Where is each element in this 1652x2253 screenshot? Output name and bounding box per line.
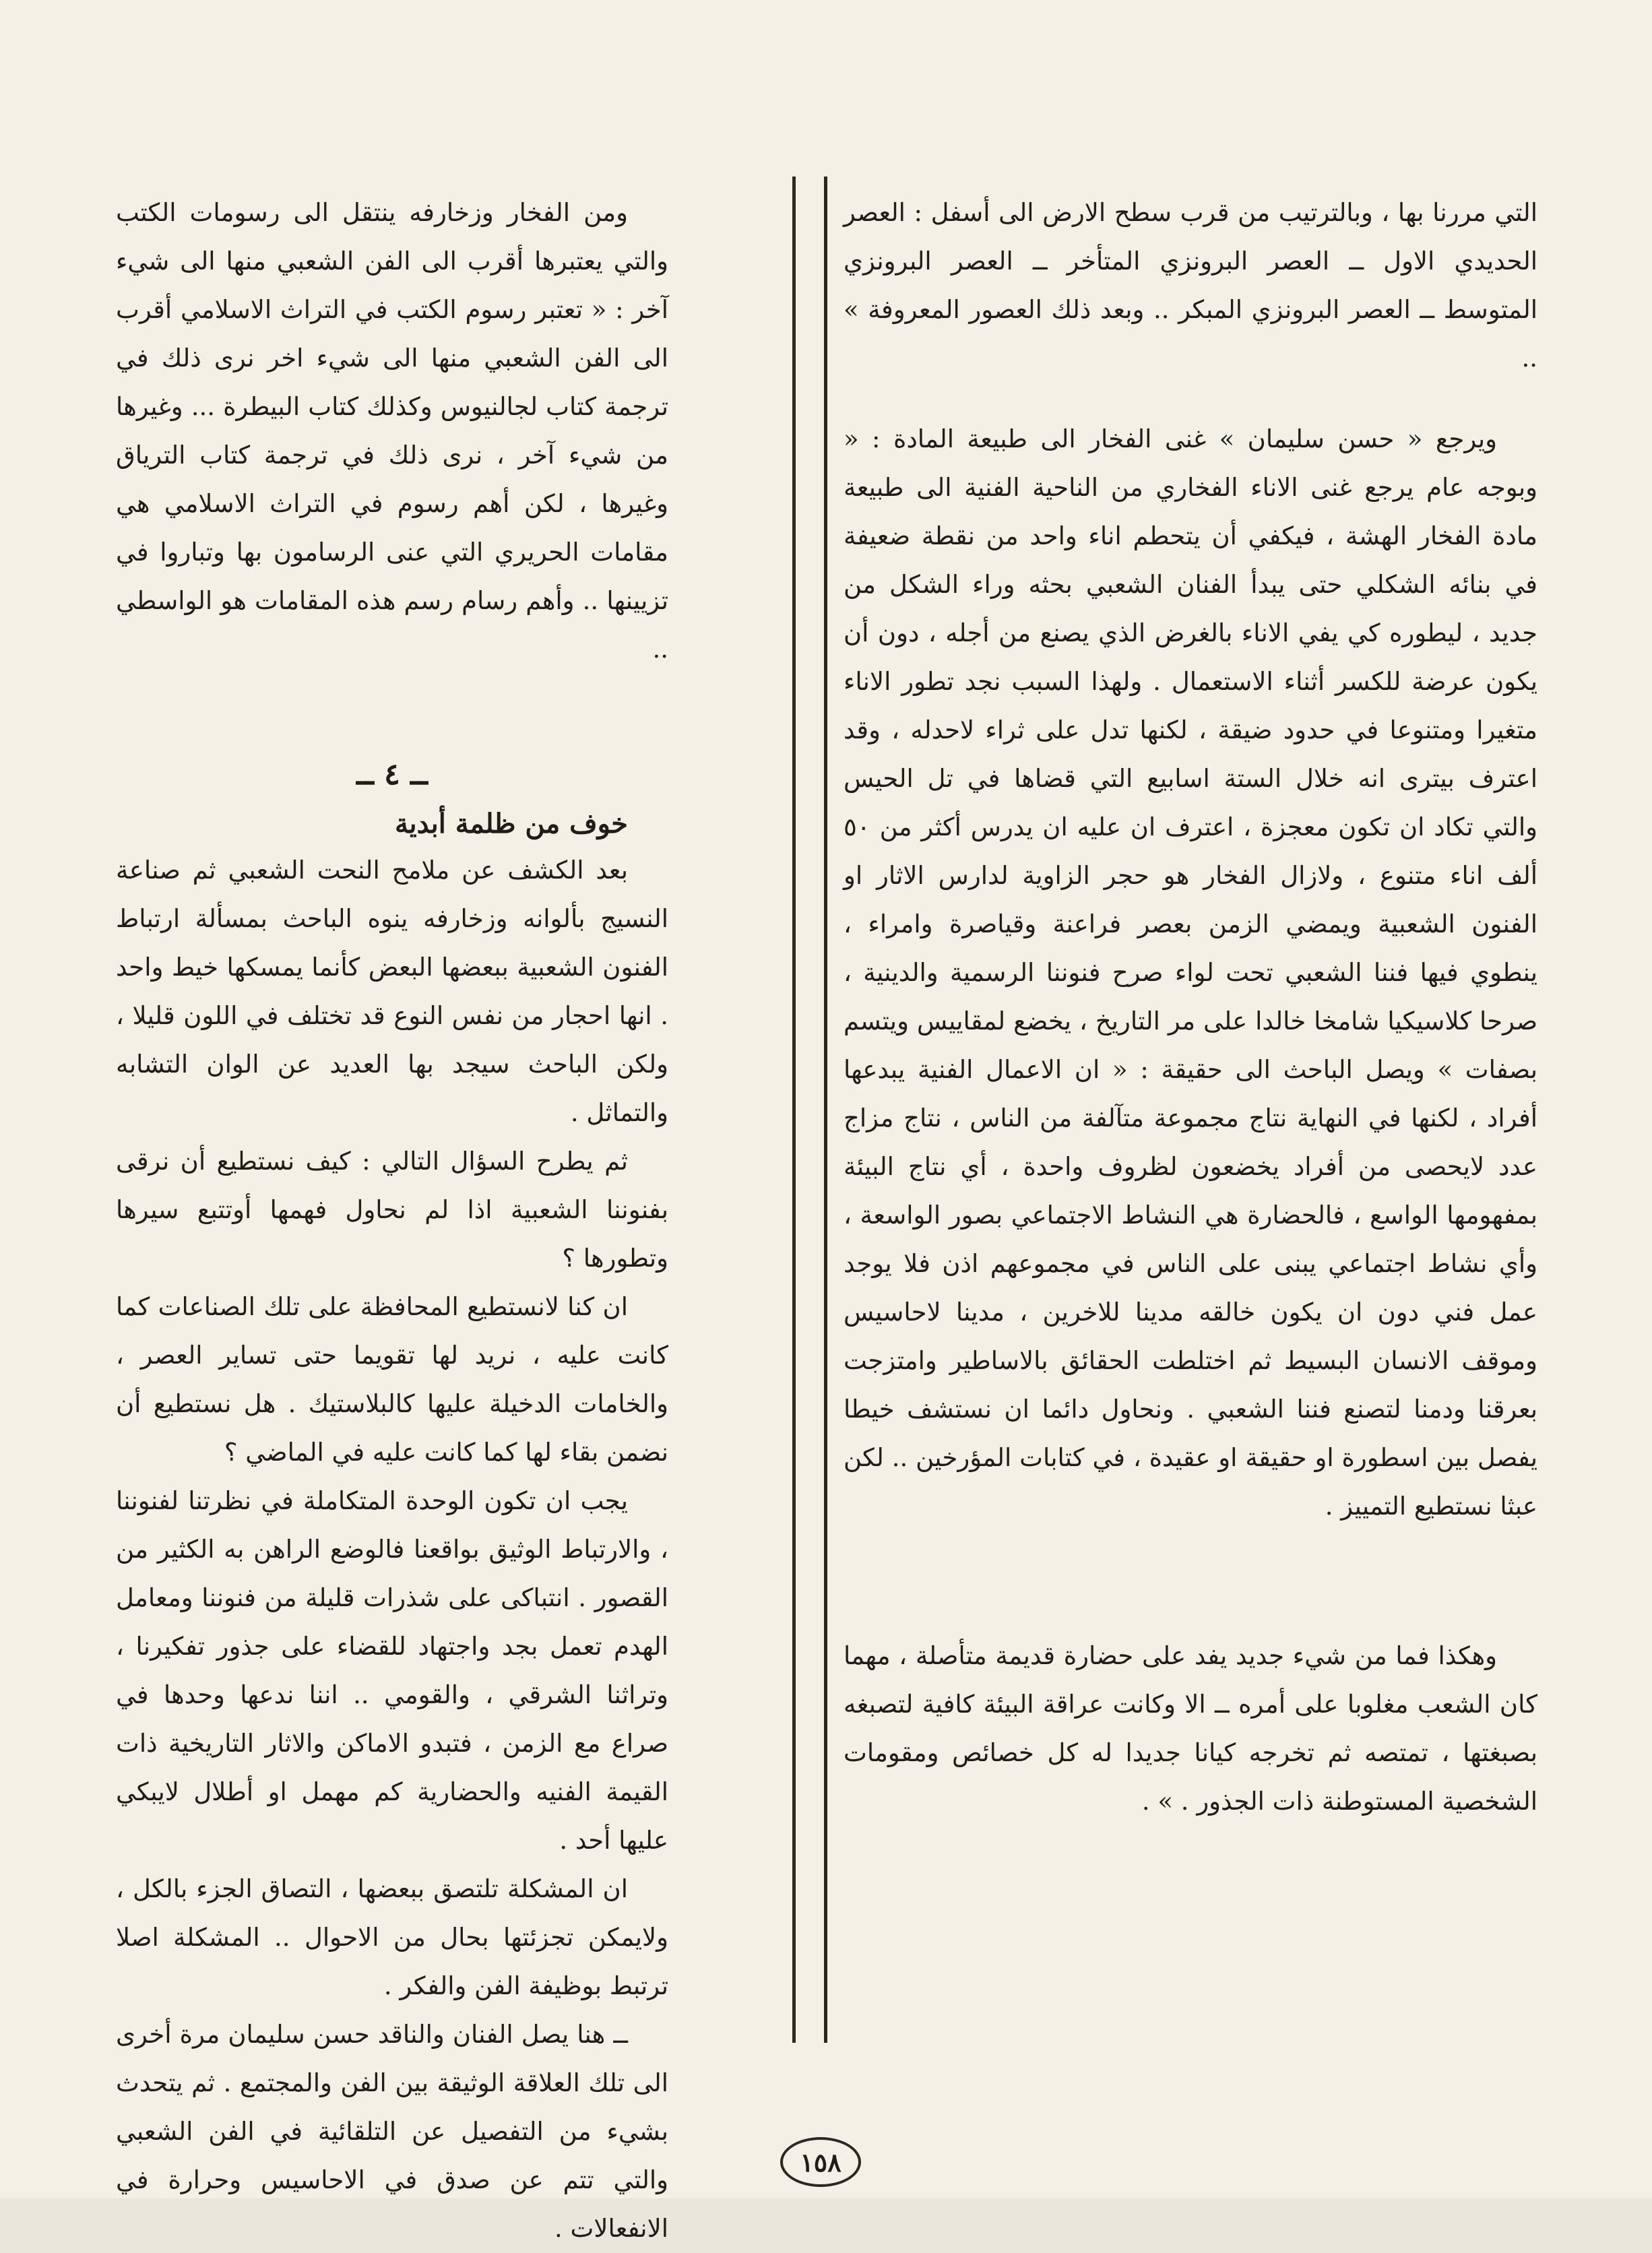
page-number: ١٥٨ (780, 2137, 861, 2187)
left-paragraph-3: ان كنا لانستطيع المحافظة على تلك الصناعات كما كانت عليه ، نريد لها تقويما حتى تساير العصر ، والخامات الدخيلة عليها كالبلاستيك . هل نستطيع أن نضمن بقاء لها كما كانت عليه في الماضي ؟ (116, 1292, 668, 1467)
left-paragraph-1: بعد الكشف عن ملامح النحت الشعبي ثم صناعة النسيج بألوانه وزخارفه ينوه الباحث بمسألة ارتباط الفنون الشعبية ببعضها البعض كأنما يمسكها خيط واحد . انها احجار من نفس النوع قد تختلف في اللون قليلا ، ولكن الباحث سيجد بها العديد عن الوان التشابه والتماثل . (116, 856, 668, 1127)
right-paragraph-2: ويرجع « حسن سليمان » غنى الفخار الى طبيعة المادة : « وبوجه عام يرجع غنى الاناء الفخاري من الناحية الفنية الى طبيعة مادة الفخار الهشة ، فيكفي أن يتحطم اناء واحد من نقطة ضعيفة في بنائه الشكلي حتى يبدأ الفنان الشعبي بحثه وراء الشكل من جديد ، ليطوره كي يفي الاناء بالغرض الذي يصنع من أجله ، دون أن يكون عرضة للكسر أثناء الاستعمال . ولهذا السبب نجد تطور الاناء متغيرا ومتنوعا في حدود ضيقة ، لكنها تدل على ثراء لاحدله ، وقد اعترف بيترى انه خلال الستة اسابيع التي قضاها في تل الحيس والتي تكاد ان تكون معجزة ، اعترف ان عليه ان يدرس أكثر من ٥٠ ألف اناء متنوع ، ولازال الفخار هو حجر الزاوية لدارس الاثار او الفنون الشعبية ويمضي الزمن بعصر فراعنة وقياصرة وامراء ، ينطوي فيها فننا الشعبي تحت لواء صرح فنوننا الرسمية والدينية ، صرحا كلاسيكيا شامخا خالدا على مر التاريخ ، يخضع لمقاييس ويتسم بصفات » ويصل الباحث الى حقيقة : « ان الاعمال الفنية يبدعها أفراد ، لكنها في النهاية نتاج مجموعة متآلفة من الناس ، نتاج مزاج عدد لايحصى من أفراد يخضعون لظروف واحدة ، أي نتاج البيئة بمفهومها الواسع ، فالحضارة هي النشاط الاجتماعي بصور الواسعة ، وأي نشاط اجتماعي يبنى على الناس في مجموعهم اذن فلا يوجد عمل فني دون ان يكون خالقه مدينا للاخرين ، مدينا لاحاسيس وموقف الانسان البسيط ثم اختلطت الحقائق بالاساطير وامتزجت بعرقنا ودمنا لتصنع فننا الشعبي . ونحاول دائما ان نستشف خيطا يفصل بين اسطورة او حقيقة او عقيدة ، في كتابات المؤرخين .. لكن عبثا نستطيع التمييز . (844, 424, 1537, 1521)
column-divider (792, 177, 827, 2043)
section-title: خوف من ظلمة أبدية (395, 808, 628, 839)
left-paragraph-4: يجب ان تكون الوحدة المتكاملة في نظرتنا لفنوننا ، والارتباط الوثيق بواقعنا فالوضع الراهن به الكثير من القصور . انتباكى على شذرات قليلة من فنوننا ومعامل الهدم تعمل بجد واجتهاد للقضاء على جذور تفكيرنا ، وتراثنا الشرقي ، والقومي .. اننا ندعها وحدها في صراع مع الزمن ، فتبدو الاماكن والاثار التاريخية ذات القيمة الفنيه والحضارية كم مهمل او أطلال لايبكي عليها أحد . (116, 1486, 668, 1855)
left-column (116, 189, 668, 2253)
section-number: ــ ٤ ــ (356, 757, 428, 792)
left-paragraph-6: ــ هنا يصل الفنان والناقد حسن سليمان مرة أخرى الى تلك العلاقة الوثيقة بين الفن والمجتمع . ثم يتحدث بشيء من التفصيل عن التلقائية في الفن الشعبي والتي تتم عن صدق في الاحاسيس وحرارة في الانفعالات . (116, 2020, 668, 2243)
right-paragraph-3: وهكذا فما من شيء جديد يفد على حضارة قديمة متأصلة ، مهما كان الشعب مغلوبا على أمره ــ الا وكانت عراقة البيئة كافية لتصبغه بصبغتها ، تمتصه ثم تخرجه كيانا جديدا له كل خصائص ومقومات الشخصية المستوطنة ذات الجذور . » . (844, 1641, 1537, 1816)
left-paragraph-2: ثم يطرح السؤال التالي : كيف نستطيع أن نرقى بفنوننا الشعبية اذا لم نحاول فهمها أوتتبع سيرها وتطورها ؟ (116, 1147, 668, 1273)
left-intro-paragraph: ومن الفخار وزخارفه ينتقل الى رسومات الكتب والتي يعتبرها أقرب الى الفن الشعبي منها الى شيء آخر : « تعتبر رسوم الكتب في التراث الاسلامي أقرب الى الفن الشعبي منها الى شيء اخر نرى ذلك في ترجمة كتاب لجالنيوس وكذلك كتاب البيطرة ... وغيرها من شيء آخر ، نرى ذلك في ترجمة كتاب الترياق وغيرها ، لكن أهم رسوم في التراث الاسلامي هي مقامات الحريري التي عنى الرسامون بها وتباروا في تزيينها .. وأهم رسام رسم هذه المقامات هو الواسطي .. (116, 198, 668, 664)
left-paragraph-5: ان المشكلة تلتصق ببعضها ، التصاق الجزء بالكل ، ولايمكن تجزئتها بحال من الاحوال .. المشكلة اصلا ترتبط بوظيفة الفن والفكر . (116, 1874, 668, 2000)
right-paragraph-1: التي مررنا بها ، وبالترتيب من قرب سطح الارض الى أسفل : العصر الحديدي الاول ــ العصر البرونزي المتأخر ــ العصر البرونزي المتوسط ــ العصر البرونزي المبكر .. وبعد ذلك العصور المعروفة » .. (844, 198, 1537, 373)
right-column (844, 189, 1537, 1826)
